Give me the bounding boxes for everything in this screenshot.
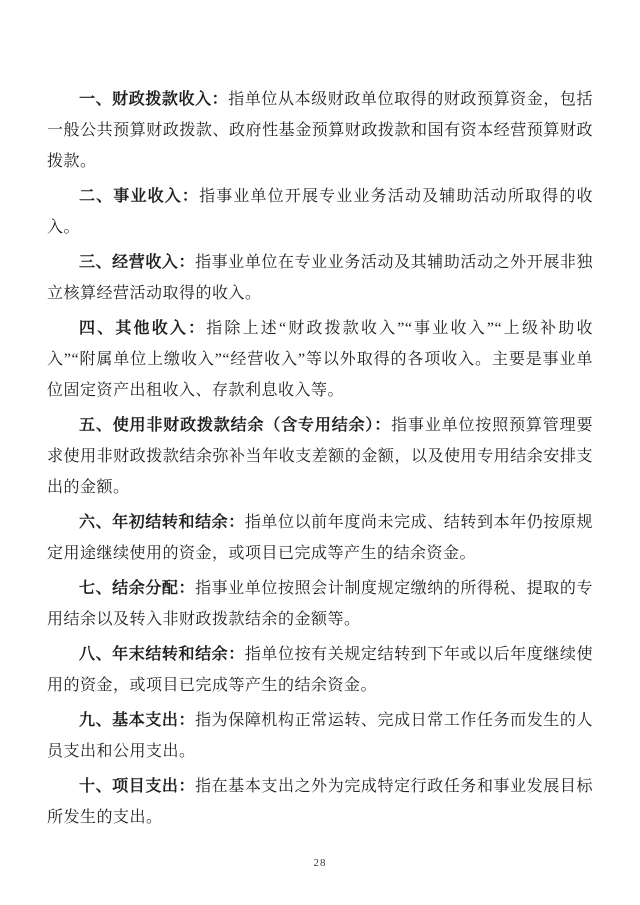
definition-paragraph — [47, 181, 593, 243]
term-label: 二、事业收入： — [79, 188, 200, 205]
term-label: 三、经营收入： — [79, 254, 196, 271]
definition-paragraph — [47, 573, 593, 635]
definition-paragraph — [47, 313, 593, 406]
term-label: 十、项目支出： — [79, 778, 196, 795]
definition-paragraph — [47, 705, 593, 767]
term-definition: 指事业单位按照预算管理要求使用非财政拨款结余弥补当年收支差额的金额，以及使用专用结余安排支出的金额。 — [47, 417, 593, 496]
term-definition: 指除上述“财政拨款收入”“事业收入”“上级补助收入”“附属单位上缴收入”“经营收入”等以外取得的各项收入。主要是事业单位固定资产出租收入、存款利息收入等。 — [47, 320, 593, 399]
definition-paragraph — [47, 639, 593, 701]
document-body — [47, 84, 593, 837]
term-definition: 指单位从本级财政单位取得的财政预算资金，包括一般公共预算财政拨款、政府性基金预算财政拨款和国有资本经营预算财政拨款。 — [47, 91, 593, 170]
term-definition: 指在基本支出之外为完成特定行政任务和事业发展目标所发生的支出。 — [47, 778, 593, 826]
term-definition: 指单位以前年度尚未完成、结转到本年仍按原规定用途继续使用的资金，或项目已完成等产生的结余资金。 — [47, 514, 593, 562]
definition-paragraph — [47, 247, 593, 309]
term-definition: 指为保障机构正常运转、完成日常工作任务而发生的人员支出和公用支出。 — [47, 712, 593, 760]
page-number: 28 — [313, 857, 327, 869]
term-definition: 指事业单位在专业业务活动及其辅助活动之外开展非独立核算经营活动取得的收入。 — [47, 254, 593, 302]
term-label: 七、结余分配： — [79, 580, 196, 597]
definition-paragraph — [47, 771, 593, 833]
term-definition: 指事业单位按照会计制度规定缴纳的所得税、提取的专用结余以及转入非财政拨款结余的金额等。 — [47, 580, 593, 628]
term-label: 一、财政拨款收入： — [79, 91, 229, 108]
term-label: 六、年初结转和结余： — [79, 514, 245, 531]
term-label: 五、使用非财政拨款结余（含专用结余）： — [79, 417, 392, 434]
definition-paragraph — [47, 410, 593, 503]
definition-paragraph — [47, 84, 593, 177]
term-label: 九、基本支出： — [79, 712, 196, 729]
definition-paragraph — [47, 507, 593, 569]
term-label: 八、年末结转和结余： — [79, 646, 245, 663]
term-label: 四、其他收入： — [79, 320, 207, 337]
term-definition: 指单位按有关规定结转到下年或以后年度继续使用的资金，或项目已完成等产生的结余资金。 — [47, 646, 593, 694]
term-definition: 指事业单位开展专业业务活动及辅助活动所取得的收入。 — [47, 188, 593, 236]
